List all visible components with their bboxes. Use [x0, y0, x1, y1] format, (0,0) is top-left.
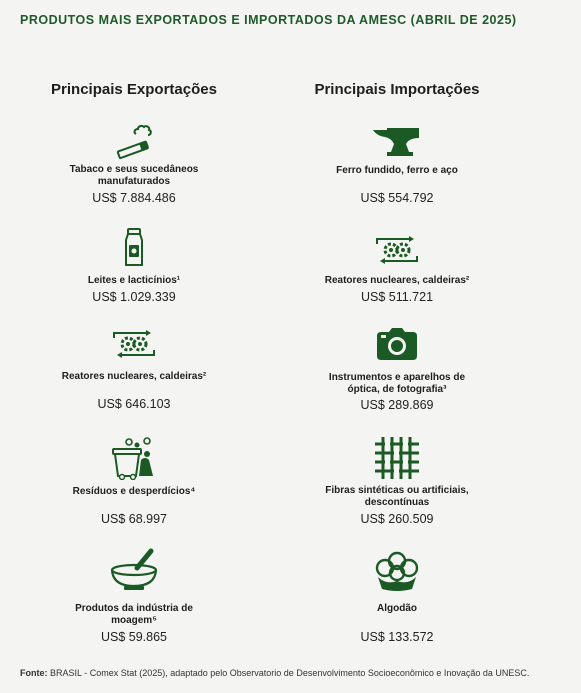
import-item-reactors: [277, 236, 517, 311]
export-item-milling: [14, 548, 254, 648]
import-item-optics: [277, 328, 517, 418]
item-name: Instrumentos e aparelhos de óptica, de fotografia³: [328, 372, 466, 395]
source-label: Fonte:: [20, 668, 48, 678]
source-note: [20, 668, 541, 679]
item-value: US$ 260.509: [360, 512, 434, 526]
cigarette-icon: [114, 120, 154, 160]
mortar-pestle-icon: [109, 548, 159, 592]
source-text: BRASIL - Comex Stat (2025), adaptado pelo Observatorio de Desenvolvimento Socioeconômico e Inovação da UNESC.: [50, 668, 530, 678]
item-value: US$ 289.869: [360, 398, 434, 412]
woven-fabric-icon: [375, 437, 419, 479]
waste-bin-icon: [111, 436, 157, 480]
item-name: Produtos da indústria de moagem⁵: [75, 603, 193, 626]
item-value: US$ 133.572: [360, 630, 434, 644]
milk-bottle-icon: [122, 228, 146, 268]
item-name: Reatores nucleares, caldeiras²: [324, 275, 470, 286]
item-value: US$ 7.884.486: [92, 191, 176, 205]
item-name: Tabaco e seus sucedâneos manufaturados: [69, 164, 199, 187]
anvil-icon: [373, 126, 421, 158]
item-name: Algodão: [377, 603, 417, 614]
item-name: Leites e lacticínios¹: [87, 275, 181, 286]
imports-heading: Principais Importações: [314, 81, 480, 98]
import-item-fibers: [277, 437, 517, 527]
exports-heading: Principais Exportações: [51, 81, 217, 98]
item-name: Fibras sintéticas ou artificiais, descontínuas: [325, 485, 469, 508]
export-item-reactors: [14, 330, 254, 415]
item-value: US$ 68.997: [100, 512, 168, 526]
export-item-waste: [14, 436, 254, 526]
gears-cycle-icon: [374, 236, 420, 264]
import-item-iron: [277, 126, 517, 206]
import-item-cotton: [277, 551, 517, 646]
item-value: US$ 59.865: [100, 630, 168, 644]
item-name: Reatores nucleares, caldeiras²: [61, 371, 207, 382]
item-name: Ferro fundido, ferro e aço: [336, 165, 458, 176]
item-value: US$ 1.029.339: [92, 290, 176, 304]
export-item-dairy: [14, 228, 254, 308]
camera-icon: [377, 328, 417, 360]
item-value: US$ 511.721: [360, 290, 434, 304]
item-value: US$ 554.792: [360, 191, 434, 205]
item-name: Resíduos e desperdícios⁴: [72, 486, 196, 497]
item-value: US$ 646.103: [97, 397, 171, 411]
page-title: PRODUTOS MAIS EXPORTADOS E IMPORTADOS DA AMESC (ABRIL DE 2025): [20, 13, 517, 27]
cotton-flower-icon: [372, 551, 422, 593]
gears-cycle-icon: [111, 330, 157, 358]
export-item-tobacco: [14, 120, 254, 210]
